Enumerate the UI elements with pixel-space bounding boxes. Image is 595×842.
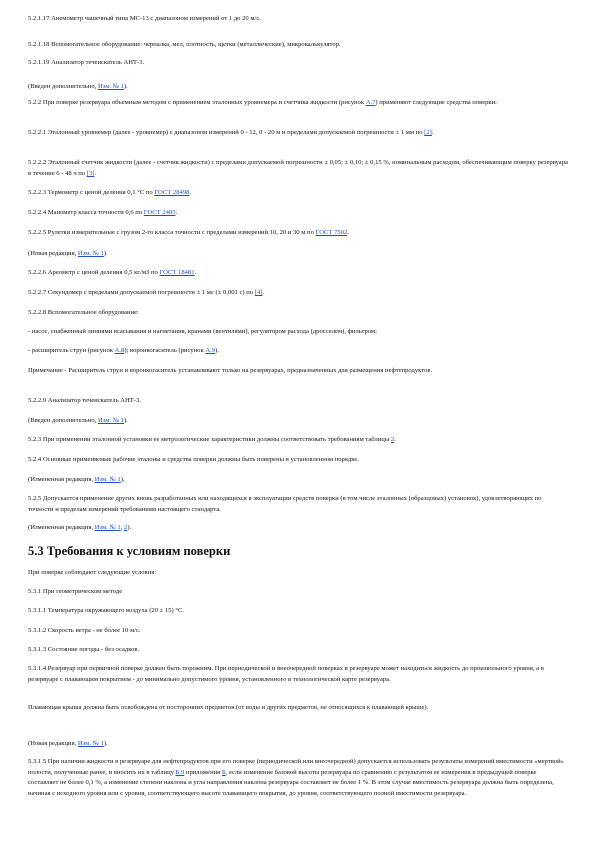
standard-link[interactable]: ГОСТ 7502	[315, 229, 348, 236]
paragraph-5-2-2-6: 5.2.2.6 Ареометр с ценой деления 0,5 кг/м3 по ГОСТ 18481.	[28, 269, 197, 276]
paragraph-5-2-2-5: 5.2.2.5 Рулетки измерительные с грузом 2-го класса точности с пределами измерений 10, 20 и 30 м по ГОСТ 7502.	[28, 229, 349, 236]
change-link[interactable]: Изм. № 1	[94, 524, 121, 531]
reference-link[interactable]: [2]	[424, 129, 432, 136]
change-note: (Измененная редакция, Изм. № 1).	[28, 476, 125, 483]
paragraph-5-2-2-7: 5.2.2.7 Секундомер с пределами допускаемой погрешности ± 1 мс (± 0,001 с) по [4].	[28, 289, 265, 296]
paragraph-5-3-1: 5.3.1 При геометрическом методе	[28, 588, 123, 595]
change-note: (Новая редакция, Изм. № 1).	[28, 740, 108, 747]
paragraph-5-3-1-1: 5.3.1.1 Температура окружающего воздуха (20 ± 15) °С.	[28, 607, 185, 614]
paragraph-5-3-1-3: 5.3.1.3 Состояние погоды - без осадков.	[28, 646, 140, 653]
paragraph-5-3-1-2: 5.3.1.2 Скорость ветра - не более 10 м/с.	[28, 627, 141, 634]
paragraph-5-2-2-2: 5.2.2.2 Эталонный счетчик жидкости (далее - счетчик жидкости) с пределами допускаемой погрешности ± 0,05; ± 0,10; ± 0,15 %, номинальным расходом, обеспечивающим поверку резервуара в течение 6 - 48 ч по [3].	[28, 159, 568, 177]
reference-link[interactable]: [3]	[86, 169, 95, 177]
list-item-pump: - насос, снабженный линиями всасывания и нагнетания, кранами (вентилями), регулятором расхода (дросселем), фильтром;	[28, 328, 377, 335]
figure-link[interactable]: А.8	[114, 347, 125, 354]
paragraph-5-2-2-3: 5.2.2.3 Термометр с ценой деления 0,1 °С по ГОСТ 28498.	[28, 189, 192, 196]
note-paragraph: Примечание - Расширитель струи и воронкогаситель устанавливают только на резервуарах, предназначенных для размещения нефтепродуктов.	[28, 367, 433, 374]
table-link[interactable]: Б.9	[175, 768, 185, 776]
change-link[interactable]: Изм. № 1	[97, 83, 124, 90]
table-link[interactable]: 2	[390, 436, 395, 443]
figure-link[interactable]: А.7	[365, 99, 376, 106]
change-link[interactable]: Изм. № 1	[94, 476, 121, 483]
paragraph-5-3-1-5: 5.3.1.5 При наличии жидкости в резервуаре для нефтепродуктов при его поверке (периодической или внеочередной) допускается использовать результаты измерений вместимости «мертвой» полости, полученные ранее, и вносить их в таблицу Б.9 приложения Б, если изменение базовой высоты резервуара по сравнению с результатом ее измерения в предыдущей поверке составляет не более 0,1 %, а изменение степени наклона и угла направления наклона резервуара составляет не более 1 %. В этом случае вместимость резервуара должна быть определена, начиная с исходного уровня или с уровня, соответствующего высоте плавающего покрытия, до уровня, соответствующего полной вместимости резервуара.	[28, 758, 564, 797]
list-item-expander: - расширитель струи (рисунок А.8); воронкогаситель (рисунок А.9).	[28, 347, 219, 354]
paragraph-5-2-3: 5.2.3 При применении эталонной установки ее метрологические характеристики должны соответствовать требованиям таблицы 2.	[28, 436, 396, 443]
paragraph-5-2-5: 5.2.5 Допускается применение других вновь разработанных или находящихся в эксплуатации средств поверки (в том числе эталонных (образцовых) установок), удовлетворяющих по точности и пределам измерений требованиям настоящего стандарта.	[28, 495, 542, 513]
paragraph-5-2-2-1: 5.2.2.1 Эталонный уровнемер (далее - уровнемер) с диапазоном измерений 0 - 12, 0 - 20 м и пределами допускаемой погрешности ± 1 мм по [2].	[28, 129, 434, 136]
paragraph-5-2-2-8: 5.2.2.8 Вспомогательное оборудование:	[28, 309, 139, 316]
change-link[interactable]: Изм. № 1	[77, 740, 104, 747]
standard-link[interactable]: ГОСТ 18481	[159, 269, 195, 276]
paragraph-conditions-intro: При поверке соблюдают следующие условия:	[28, 569, 157, 576]
paragraph-5-2-1-19: 5.2.1.19 Анализатор течеискатель АНТ-3.	[28, 59, 145, 66]
paragraph-5-2-1-17: 5.2.1.17 Анемометр чашечный типа МС-13 с диапазоном измерений от 1 до 20 м/с.	[28, 15, 261, 22]
change-note: (Измененная редакция, Изм. № 1, 2).	[28, 524, 132, 531]
paragraph-5-2-4: 5.2.4 Основные применяемые рабочие эталоны и средства поверки должны быть поверены в установленном порядке.	[28, 456, 359, 463]
paragraph-5-2-1-18: 5.2.1.18 Вспомогательное оборудование: черпалка, мел, плотность, щетки (металлические), микрокалькулятор.	[28, 41, 341, 48]
paragraph-5-3-1-4: 5.3.1.4 Резервуар при первичной поверке должен быть порожним. При периодической и внеочередной поверках в резервуаре может находиться жидкость до произвольного уровня, а в резервуаре с плавающим покрытием - до минимально допустимого уровня, установленного в технологической карте резервуара.	[28, 665, 544, 683]
change-note: (Введен дополнительно, Изм. № 1).	[28, 417, 128, 424]
change-note: (Введен дополнительно, Изм. № 1).	[28, 83, 128, 90]
change-link[interactable]: Изм. № 1	[97, 417, 124, 424]
standard-link[interactable]: ГОСТ 28498	[154, 189, 190, 196]
change-link[interactable]: 2	[124, 524, 128, 531]
section-heading: 5.3 Требования к условиям поверки	[28, 544, 231, 558]
standard-link[interactable]: ГОСТ 2405	[143, 209, 176, 216]
paragraph-5-2-2: 5.2.2 При поверке резервуара объемным методом с применением эталонных уровнемера и счетчика жидкости (рисунок А.7) применяют следующие средства поверки:	[28, 99, 497, 106]
change-note: (Новая редакция, Изм. № 1).	[28, 250, 108, 257]
paragraph-floating-roof: Плавающая крыша должна быть освобождена от посторонних предметов (от воды и других предметов, не относящихся к плавающей крыше).	[28, 704, 429, 711]
reference-link[interactable]: [4]	[254, 289, 263, 296]
figure-link[interactable]: А.9	[205, 347, 216, 354]
change-link[interactable]: Изм. № 1	[77, 250, 104, 257]
paragraph-5-2-2-4: 5.2.2.4 Манометр класса точности 0,6 по ГОСТ 2405.	[28, 209, 178, 216]
appendix-link[interactable]: Б	[221, 768, 226, 776]
paragraph-5-2-2-9: 5.2.2.9 Анализатор течеискатель АНТ-3.	[28, 397, 141, 404]
